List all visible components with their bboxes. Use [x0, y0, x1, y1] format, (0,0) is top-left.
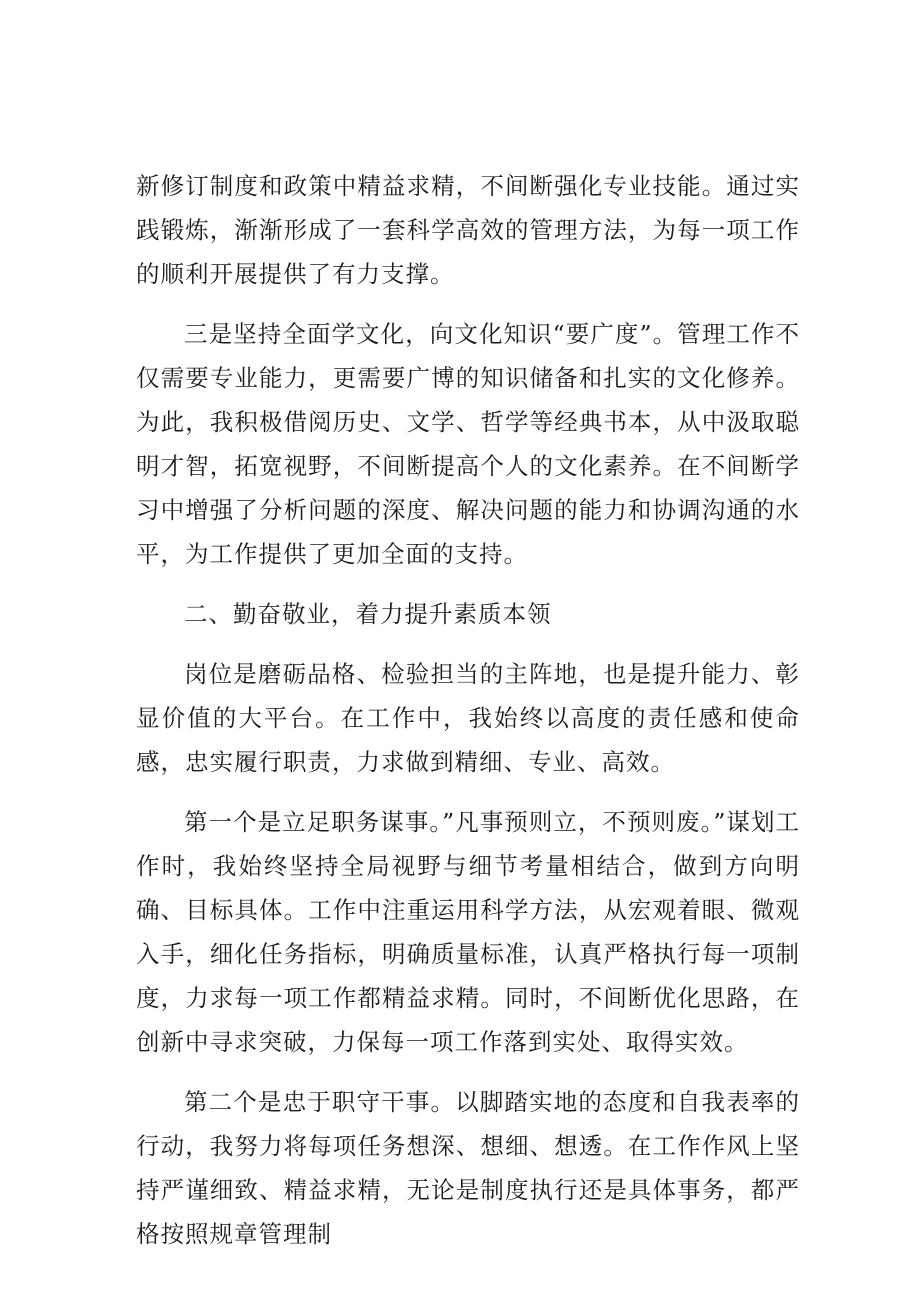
document-body — [136, 164, 800, 1256]
paragraph-section-intro: 岗位是磨砺品格、检验担当的主阵地，也是提升能力、彰显价值的大平台。在工作中，我始终以高度的责任感和使命感，忠实履行职责，力求做到精细、专业、高效。 — [136, 660, 800, 776]
paragraph-point-one: 第一个是立足职务谋事。”凡事预则立，不预则废。”谋划工作时，我始终坚持全局视野与细节考量相结合，做到方向明确、目标具体。工作中注重运用科学方法，从宏观着眼、微观入手，细化任务指标，明确质量标准，认真严格执行每一项制度，力求每一项工作都精益求精。同时，不间断优化思路，在创新中寻求突破，力保每一项工作落到实处、取得实效。 — [136, 808, 800, 1056]
paragraph-continuation: 新修订制度和政策中精益求精，不间断强化专业技能。通过实践锻炼，渐渐形成了一套科学高效的管理方法，为每一项工作的顺利开展提供了有力支撑。 — [136, 172, 800, 288]
paragraph-point-two: 第二个是忠于职守干事。以脚踏实地的态度和自我表率的行动，我努力将每项任务想深、想细、想透。在工作作风上坚持严谨细致、精益求精，无论是制度执行还是具体事务，都严格按照规章管理制 — [136, 1088, 800, 1248]
section-heading-two: 二、勤奋敬业，着力提升素质本领 — [184, 600, 552, 628]
paragraph-point-three: 三是坚持全面学文化，向文化知识“要广度”。管理工作不仅需要专业能力，更需要广博的知识储备和扎实的文化修养。为此，我积极借阅历史、文学、哲学等经典书本，从中汲取聪明才智，拓宽视野，不间断提高个人的文化素养。在不间断学习中增强了分析问题的深度、解决问题的能力和协调沟通的水平，为工作提供了更加全面的支持。 — [136, 320, 800, 568]
